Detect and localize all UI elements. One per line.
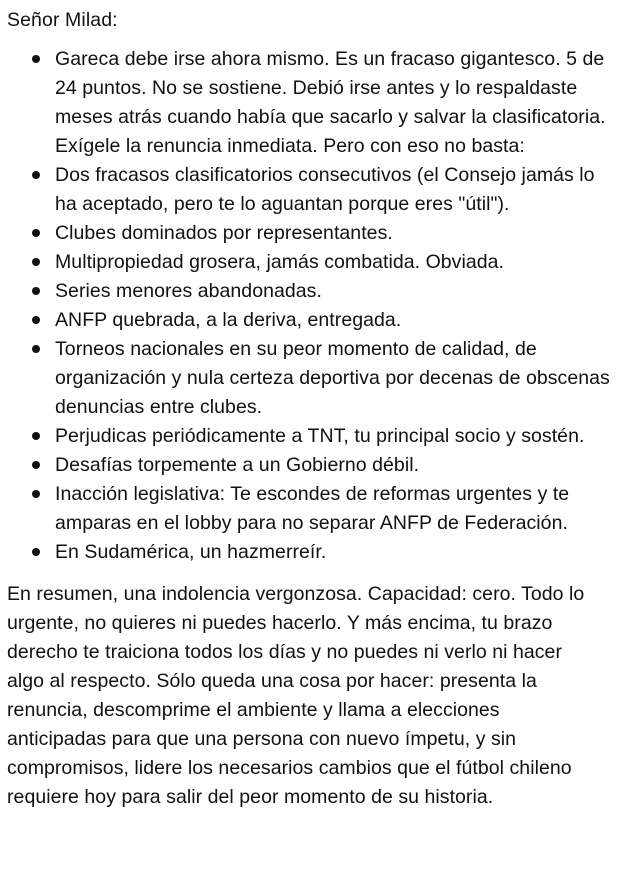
list-item-text: Gareca debe irse ahora mismo. Es un fracaso gigantesco. 5 de 24 puntos. No se sostiene. Debió irse antes y lo respaldaste meses atrás cuando había que sacarlo y salvar la clasificatoria. Exígele la renuncia inmediata. Pero con eso no basta: [55,48,606,157]
list-item-text: Series menores abandonadas. [55,280,322,302]
list-item-text: Inacción legislativa: Te escondes de reformas urgentes y te amparas en el lobby para no separar ANFP de Federación. [55,483,570,534]
bullet-icon [32,461,40,469]
list-item-text: Desafías torpemente a un Gobierno débil. [55,454,420,476]
bullet-icon [32,345,40,353]
list-item [55,45,610,161]
bullet-icon [32,490,40,498]
list-item [55,480,610,538]
list-item-text: Torneos nacionales en su peor momento de calidad, de organización y nula certeza deportiva por decenas de obscenas denuncias entre clubes. [55,338,610,418]
list-item [55,335,610,422]
list-item [55,219,610,248]
list-item-text: Clubes dominados por representantes. [55,222,393,244]
bullet-icon [32,258,40,266]
bullet-icon [32,432,40,440]
list-item-text: Dos fracasos clasificatorios consecutivos (el Consejo jamás lo ha aceptado, pero te lo aguantan porque eres "útil"). [55,164,595,215]
summary-paragraph: En resumen, una indolencia vergonzosa. Capacidad: cero. Todo lo urgente, no quieres ni puedes hacerlo. Y más encima, tu brazo derecho te traiciona todos los días y no puedes ni verlo ni hacer algo al respecto. Sólo queda una cosa por hacer: presenta la renuncia, descomprime el ambiente y llama a elecciones anticipadas para que una persona con nuevo ímpetu, y sin compromisos, lidere los necesarios cambios que el fútbol chileno requiere hoy para salir del peor momento de su historia. [7,583,585,808]
bullet-icon [32,55,40,63]
list-item-text: Multipropiedad grosera, jamás combatida. Obviada. [55,251,505,273]
list-item-text: ANFP quebrada, a la deriva, entregada. [55,309,402,331]
list-item [55,422,610,451]
bullet-icon [32,316,40,324]
list-item [55,538,610,567]
list-item-text: En Sudamérica, un hazmerreír. [55,541,327,563]
list-item-text: Perjudicas periódicamente a TNT, tu principal socio y sostén. [55,425,585,447]
bullet-icon [32,548,40,556]
list-item [55,306,610,335]
bullet-icon [32,171,40,179]
list-item [55,248,610,277]
salutation: Señor Milad: [7,9,118,31]
list-item [55,161,610,219]
complaint-list [7,45,610,567]
bullet-icon [32,229,40,237]
list-item [55,451,610,480]
bullet-icon [32,287,40,295]
list-item [55,277,610,306]
